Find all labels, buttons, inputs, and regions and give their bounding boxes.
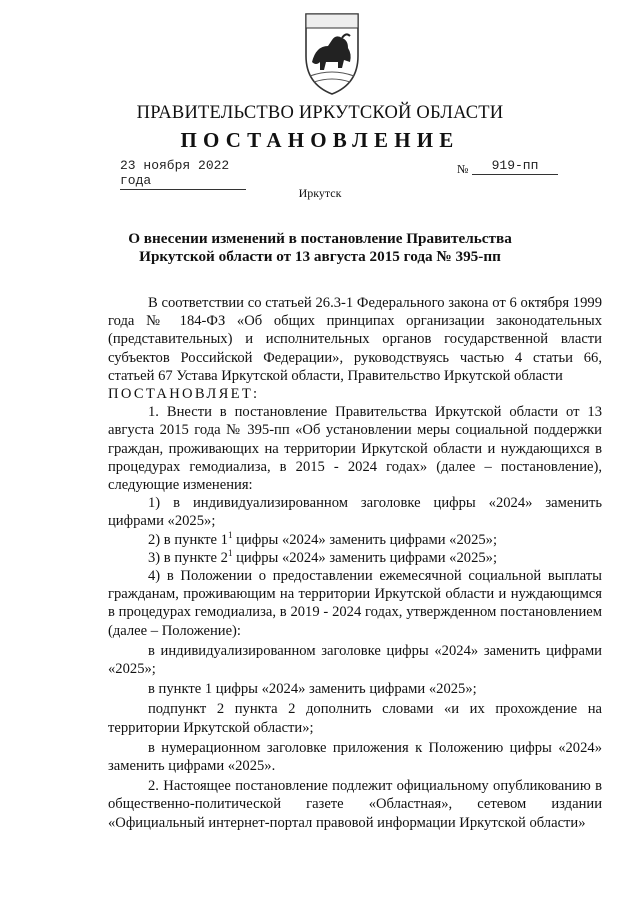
subitem-3-superscript: 1 bbox=[227, 547, 233, 558]
subitem-3-paragraph bbox=[108, 549, 602, 567]
organization-name: ПРАВИТЕЛЬСТВО ИРКУТСКОЙ ОБЛАСТИ bbox=[136, 103, 504, 123]
subitem-3-text: 3) в пункте 2 bbox=[148, 549, 228, 566]
document-type: ПОСТАНОВЛЕНИЕ bbox=[180, 128, 460, 152]
item-2-paragraph: 2. Настоящее постановление подлежит официальному опубликованию в общественно-политической газете «Областная», сетевом издании «Официальный интернет-портал правовой информации Иркутской области» bbox=[108, 778, 602, 831]
coat-of-arms-emblem bbox=[302, 10, 362, 96]
subitem-3-text-end: цифры «2024» заменить цифрами «2025»; bbox=[232, 549, 498, 566]
document-date: 23 ноября 2022 года bbox=[120, 158, 246, 190]
document-title: О внесении изменений в постановление Правительства Иркутской области от 13 августа 2015 года № 395-пп bbox=[128, 230, 512, 265]
subitem-4d-paragraph: в нумерационном заголовке приложения к Положению цифры «2024» заменить цифрами «2025». bbox=[108, 739, 602, 775]
subitem-2-paragraph bbox=[108, 531, 602, 549]
subitem-1-paragraph: 1) в индивидуализированном заголовке цифры «2024» заменить цифрами «2025»; bbox=[108, 495, 602, 530]
subitem-2-superscript: 1 bbox=[227, 529, 233, 540]
city-name: Иркутск bbox=[298, 186, 342, 200]
subitem-2-text-end: цифры «2024» заменить цифрами «2025»; bbox=[232, 531, 498, 548]
number-label: № bbox=[457, 162, 469, 176]
document-number: 919-пп bbox=[472, 158, 558, 175]
postanovlyaet-heading: ПОСТАНОВЛЯЕТ: bbox=[108, 386, 260, 403]
subitem-2-text: 2) в пункте 1 bbox=[148, 531, 228, 548]
preamble-paragraph: В соответствии со статьей 26.3-1 Федерального закона от 6 октября 1999 года № 184-ФЗ «Об общих принципах организации законодательных (представительных) и исполнительных органов государственной власти субъектов Российской Федерации», руководствуясь частью 4 статьи 66, статьей 67 Устава Иркутской области, Правительство Иркутской области bbox=[108, 295, 602, 384]
subitem-4b-paragraph: в пункте 1 цифры «2024» заменить цифрами «2025»; bbox=[148, 681, 477, 698]
item-1-paragraph: 1. Внести в постановление Правительства Иркутской области от 13 августа 2015 года № 395-пп «Об установлении меры социальной поддержки граждан, проживающих на территории Иркутской области и нуждающихся в процедурах гемодиализа, в 2015 - 2024 годах» (далее – постановление), следующие изменения: bbox=[108, 404, 602, 494]
document-body bbox=[108, 294, 602, 832]
subitem-4-paragraph: 4) в Положении о предоставлении ежемесячной социальной выплаты гражданам, проживающим на территории Иркутской области и нуждающимся в процедурах гемодиализа, в 2019 - 2024 годах, утвержденном постановлением (далее – Положение): bbox=[108, 568, 602, 639]
subitem-4c-paragraph: подпункт 2 пункта 2 дополнить словами «и их прохождение на территории Иркутской области»; bbox=[108, 701, 602, 736]
subitem-4a-paragraph: в индивидуализированном заголовке цифры «2024» заменить цифрами «2025»; bbox=[108, 642, 602, 678]
